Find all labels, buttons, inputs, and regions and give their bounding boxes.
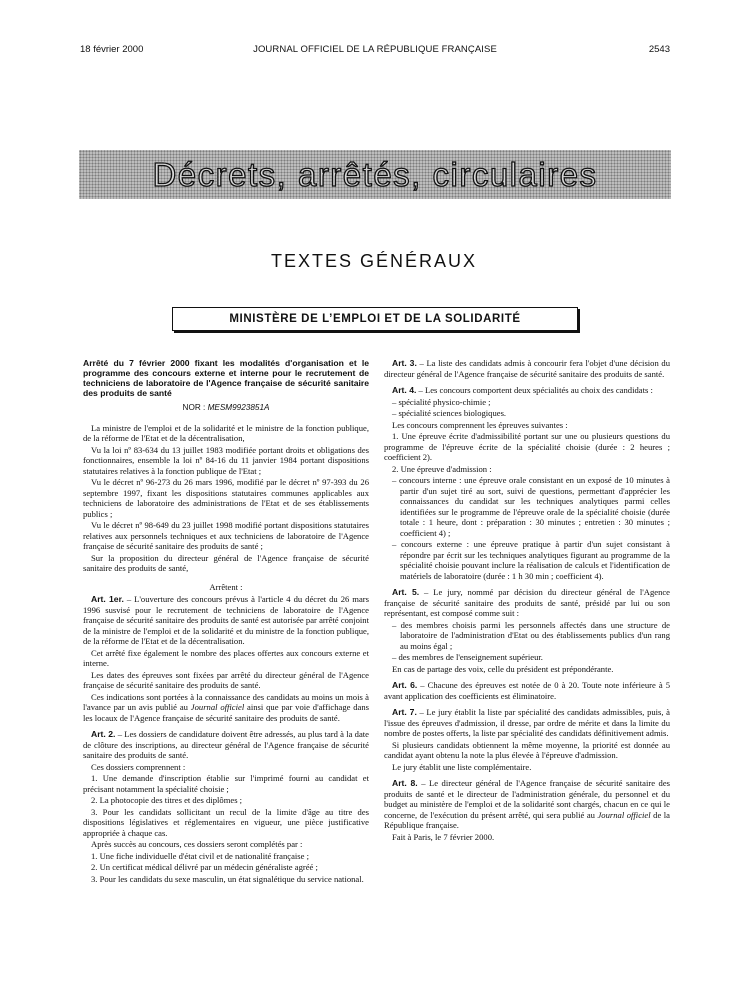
- epreuve-2: 2. Une épreuve d'admission :: [392, 463, 492, 474]
- article-1-text: – L'ouverture des concours prévus à l'article 4 du décret du 26 mars 1996 susvisé pour le recrutement de techniciens de laboratoire de l'Agence française de sécurité sanitaire des produits de santé est autorisée par arrêté conjoint de la ministre de l'emploi et de la solidarité et du ministre de la fonction publique, de la réforme de l'Etat et de la décentralisation.: [83, 594, 369, 646]
- article-2-item: 1. Une fiche individuelle d'état civil et de nationalité française ;: [91, 850, 309, 861]
- preamble-paragraph: Vu le décret nº 96-273 du 26 mars 1996, modifié par le décret nº 97-393 du 26 septembre 1997, fixant les dispositions statutaires communes applicables aux techniciens de laboratoire des administrations de l'Etat et de ses établissements publics ;: [83, 477, 369, 519]
- nor-label: NOR :: [182, 403, 206, 412]
- article-5-paragraph: En cas de partage des voix, celle du président est prépondérante.: [392, 663, 614, 674]
- specialty-item: – spécialité physico-chimie ;: [392, 396, 491, 407]
- left-column: [83, 358, 369, 885]
- article-2-item: Après succès au concours, ces dossiers seront complétés par :: [91, 839, 303, 849]
- article-1-paragraph: Cet arrêté fixe également le nombre des places offertes aux concours externe et interne.: [83, 647, 369, 668]
- article-2-label: Art. 2.: [91, 729, 116, 739]
- jury-item: – des membres de l'enseignement supérieur.: [392, 652, 543, 662]
- section-banner: [79, 150, 671, 199]
- decree-title: Arrêté du 7 février 2000 fixant les modalités d'organisation et le programme des concours externe et interne pour le recrutement de techniciens de laboratoire de l'Agence française de sécurité sanitaire des produits de santé: [83, 358, 369, 398]
- article-6-label: Art. 6.: [392, 680, 418, 690]
- admission-item: – concours interne : une épreuve orale consistant en un exposé de 10 minutes à partir d'un sujet tiré au sort, suivi de questions, permettant d'apprécier les connaissances du candidat sur les techniques analytiques parmi celles identifiées sur le programme de l'épreuve orale de la spécialité choisie (durée totale : 1 heure, dont : préparation : 30 minutes ; entretien : 30 minutes ; coefficient 4) ;: [392, 475, 670, 538]
- article-4-text: – Les concours comportent deux spécialités au choix des candidats :: [416, 385, 653, 395]
- preamble-paragraph: Sur la proposition du directeur général de l'Agence française de sécurité sanitaire des produits de santé,: [83, 552, 369, 573]
- admission-item: – concours externe : une épreuve pratique à partir d'un sujet consistant à répondre par écrit sur les techniques analytiques figurant au programme de la spécialité choisie pouvant inclure la réalisation de calculs et l'identification de matériels de laboratoire (durée : 1 h 30 min ; coefficient 4).: [392, 539, 670, 581]
- article-1-paragraph: Les dates des épreuves sont fixées par arrêté du directeur général de l'Agence française de sécurité sanitaire des produits de santé.: [83, 669, 369, 690]
- article-8: [384, 778, 670, 831]
- article-3-label: Art. 3.: [392, 358, 417, 368]
- article-3: [384, 358, 670, 379]
- article-4-label: Art. 4.: [392, 385, 417, 395]
- article-8-text: – Le directeur général de l'Agence française de sécurité sanitaire des produits de santé et le directeur de l'administration générale, du personnel et du budget au ministère de l'emploi et de la solidarité sont chargés, chacun en ce qui le concerne, de l'exécution du présent arrêté, qui sera publié au: [384, 778, 670, 820]
- section-heading: TEXTES GÉNÉRAUX: [270, 251, 478, 271]
- notice-text: Ces indications sont portées à la connaissance des candidats au moins un mois à l'avance par un avis publié au: [83, 691, 369, 712]
- article-8-text: de la République française.: [384, 809, 670, 830]
- article-7: [384, 707, 670, 739]
- article-2-item: Ces dossiers comprennent :: [91, 761, 186, 772]
- article-1-label: Art. 1er.: [91, 594, 124, 604]
- specialty-item: – spécialité sciences biologiques.: [392, 408, 507, 418]
- article-1-notice: [83, 692, 369, 724]
- running-header: [80, 44, 670, 58]
- article-1: [83, 594, 369, 647]
- journal-officiel-ref: Journal officiel: [190, 702, 245, 712]
- arretent-heading: Arrêtent :: [209, 581, 243, 592]
- article-3-text: – La liste des candidats admis à concourir fera l'objet d'une décision du directeur général de l'Agence française de sécurité sanitaire des produits de santé.: [384, 358, 671, 379]
- epreuve-1: 1. Une épreuve écrite d'admissibilité portant sur une ou plusieurs questions du programme de l'épreuve écrite de la spécialité choisie (durée : 2 heures ; coefficient 2).: [384, 431, 670, 462]
- header-journal: JOURNAL OFFICIEL DE LA RÉPUBLIQUE FRANÇAISE: [253, 44, 497, 55]
- preamble-paragraph: Vu la loi nº 83-634 du 13 juillet 1983 modifiée portant droits et obligations des fonctionnaires, ensemble la loi nº 84-16 du 11 janvier 1984 portant dispositions statutaires relatives à la fonction publique de l'Etat ;: [83, 444, 369, 476]
- article-2-item: 3. Pour les candidats sollicitant un recul de la limite d'âge au titre des dispositions législatives et réglementaires en vigueur, une pièce justificative appropriée à chaque cas.: [83, 806, 369, 838]
- article-8-label: Art. 8.: [392, 778, 418, 788]
- header-page-number: 2543: [648, 44, 670, 55]
- nor-value: MESM9923851A: [207, 403, 270, 412]
- article-7-paragraph: Si plusieurs candidats obtiennent la même moyenne, la priorité est donnée au candidat ayant obtenu la note la plus élevée à l'épreuve d'admission.: [384, 739, 670, 760]
- article-2-item: 2. La photocopie des titres et des diplômes ;: [91, 795, 243, 805]
- article-5-label: Art. 5.: [392, 587, 420, 597]
- journal-officiel-ref: Journal officiel: [597, 809, 651, 820]
- epreuves-intro: Les concours comprennent les épreuves suivantes :: [392, 419, 568, 430]
- article-7-label: Art. 7.: [392, 707, 417, 717]
- notice-text: ainsi que par voie d'affichage dans les locaux de l'Agence française de sécurité sanitaire des produits de santé.: [83, 702, 370, 723]
- right-column: [384, 358, 670, 843]
- header-date: 18 février 2000: [80, 44, 144, 55]
- preamble-paragraph: La ministre de l'emploi et de la solidarité et le ministre de la fonction publique, de la réforme de l'Etat et de la décentralisation,: [83, 422, 369, 443]
- jury-item: – des membres choisis parmi les personnels affectés dans une structure de laboratoire de l'administration d'Etat ou des établissements publics d'un rang au moins égal ;: [392, 619, 670, 651]
- article-2-text: – Les dossiers de candidature doivent être adressés, au plus tard à la date de clôture des inscriptions, au directeur général de l'Agence française de sécurité sanitaire des produits de santé.: [83, 729, 369, 760]
- article-7-text: – Le jury établit la liste par spécialité des candidats admissibles, puis, à l'issue des épreuves d'admission, il dresse, par ordre de mérite et dans la limite du nombre de postes offerts, la liste par spécialité des candidats définitivement admis.: [384, 707, 670, 738]
- article-6-text: – Chacune des épreuves est notée de 0 à 20. Toute note inférieure à 5 avant application des coefficients est éliminatoire.: [384, 680, 670, 701]
- article-5-text: – Le jury, nommé par décision du directeur général de l'Agence française de sécurité sanitaire des produits de santé, présidé par lui ou son représentant, est composé comme suit :: [384, 587, 670, 618]
- ministry-box: MINISTÈRE DE L’EMPLOI ET DE LA SOLIDARITÉ: [172, 307, 578, 331]
- article-2-item: 3. Pour les candidats du sexe masculin, un état signalétique du service national.: [91, 873, 364, 884]
- article-2: [83, 729, 369, 761]
- nor-reference: [83, 403, 369, 414]
- article-6: [384, 680, 670, 701]
- signature-line: Fait à Paris, le 7 février 2000.: [392, 831, 495, 842]
- article-7-paragraph: Le jury établit une liste complémentaire.: [392, 761, 532, 772]
- article-2-item: 2. Un certificat médical délivré par un médecin généraliste agréé ;: [91, 862, 318, 872]
- preamble-paragraph: Vu le décret nº 98-649 du 23 juillet 1998 modifié portant dispositions statutaires relatives aux personnels techniques et aux techniciens de laboratoire de l'Agence française de sécurité sanitaire des produits de santé ;: [83, 520, 369, 551]
- article-4: [384, 385, 670, 396]
- banner-title: Décrets, arrêtés, circulaires: [152, 156, 598, 193]
- article-5: [384, 587, 670, 619]
- article-2-item: 1. Une demande d'inscription établie sur l'imprimé fourni au candidat et précisant notamment la spécialité choisie ;: [83, 773, 369, 794]
